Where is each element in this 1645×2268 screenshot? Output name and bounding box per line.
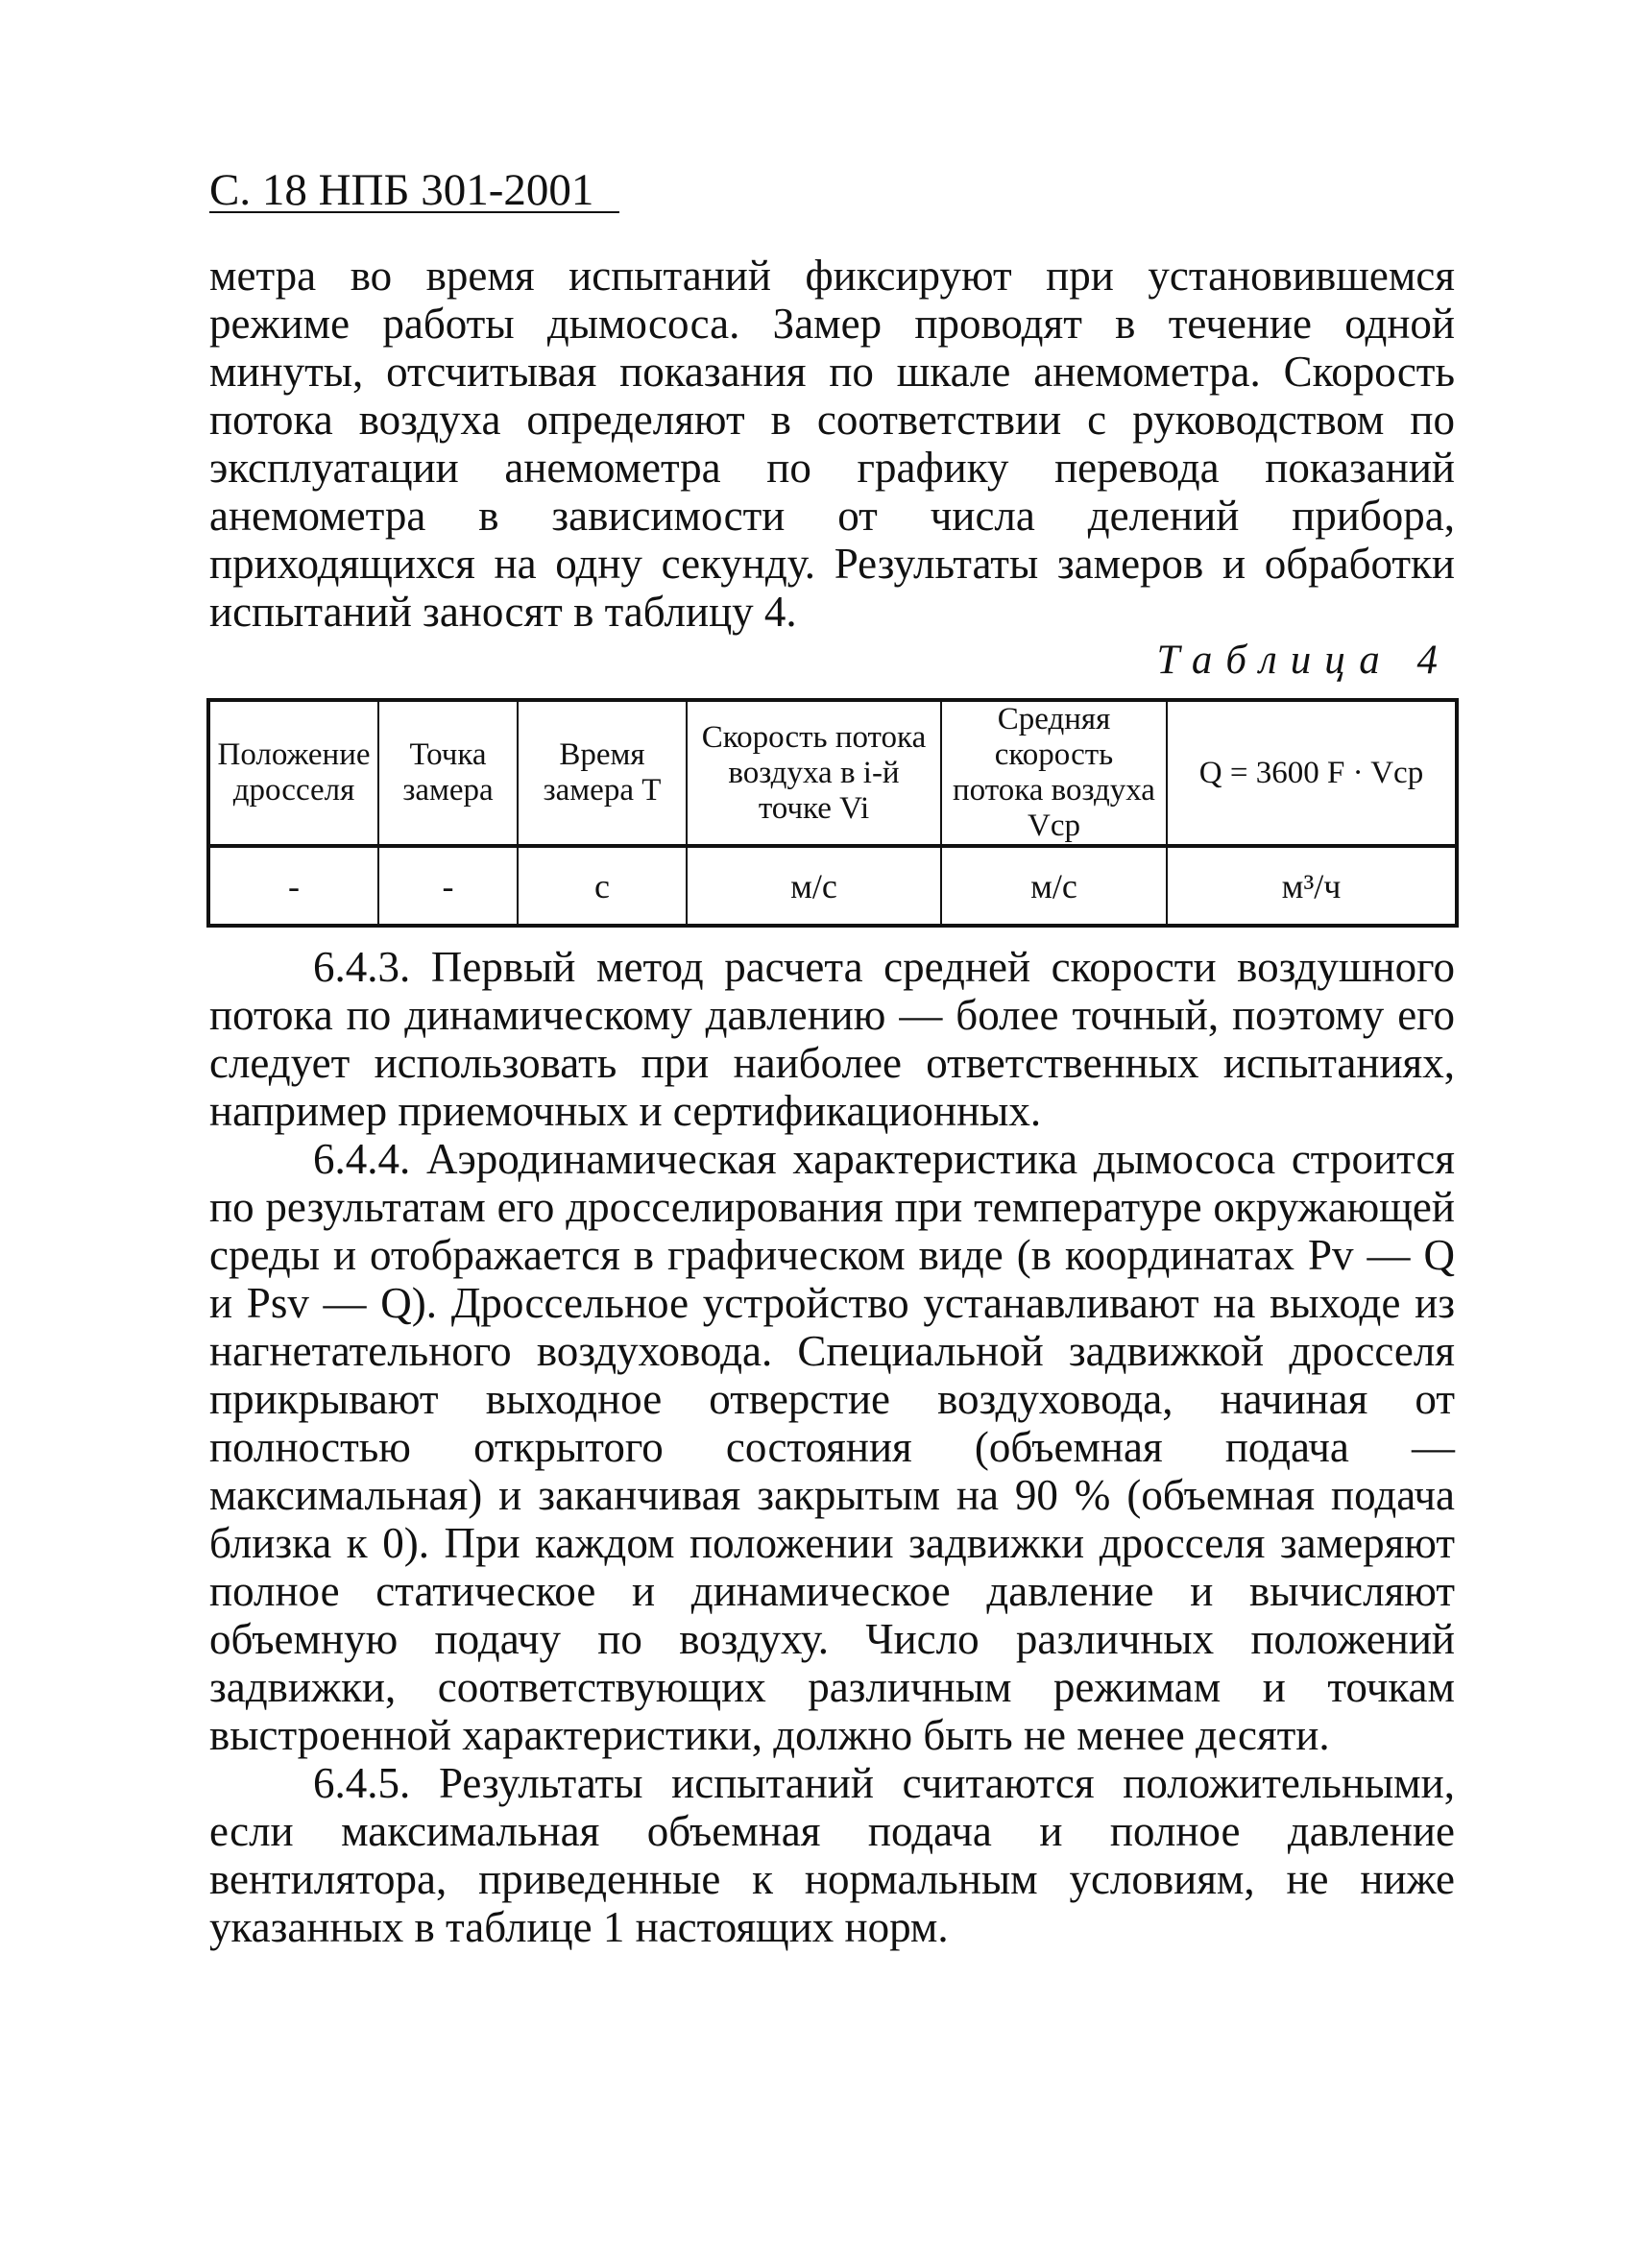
table-title: Таблица 4 <box>1156 638 1451 683</box>
header-point-velocity: Скорость потока воздуха в i-й точке Vi <box>687 700 941 846</box>
paragraph-6-4-5: 6.4.5. Результаты испытаний считаются положительными, если максимальная объемная подача и полное давление вентилятора, приведенные к нормальным условиям, не ниже указанных в таблице 1 настоящих норм. <box>209 1759 1455 1951</box>
main-text-block <box>209 943 1455 1951</box>
table-units-row <box>208 846 1457 926</box>
header-underline <box>209 211 619 213</box>
header-measurement-time: Время замера T <box>518 700 687 846</box>
header-average-velocity: Средняя скорость потока воздуха Vср <box>941 700 1167 846</box>
unit-cell: м³/ч <box>1167 846 1457 926</box>
page-header: С. 18 НПБ 301-2001 <box>209 165 594 215</box>
header-measurement-point: Точка замера <box>378 700 518 846</box>
unit-cell: с <box>518 846 687 926</box>
unit-cell: м/с <box>941 846 1167 926</box>
measurement-table <box>206 698 1459 928</box>
header-flow-formula: Q = 3600 F · Vср <box>1167 700 1457 846</box>
intro-block <box>209 252 1455 636</box>
paragraph-6-4-3: 6.4.3. Первый метод расчета средней скорости воздушного потока по динамическому давлению — более точный, поэтому его следует использовать при наиболее ответственных испытаниях, например приемочных и сертификационных. <box>209 943 1455 1135</box>
table-header-row <box>208 700 1457 846</box>
header-throttle-position: Положение дросселя <box>208 700 378 846</box>
unit-cell: - <box>208 846 378 926</box>
paragraph-6-4-4: 6.4.4. Аэродинамическая характеристика дымососа строится по результатам его дросселирования при температуре окружающей среды и отображается в графическом виде (в координатах Pv — Q и Psv — Q). Дроссельное устройство устанавливают на выходе из нагнетательного воздуховода. Специальной задвижкой дросселя прикрывают выходное отверстие воздуховода, начиная от полностью открытого состояния (объемная подача — максимальная) и заканчивая закрытым на 90 % (объемная подача близка к 0). При каждом положении задвижки дросселя замеряют полное статическое и динамическое давление и вычисляют объемную подачу по воздуху. Число различных положений задвижки, соответствующих различным режимам и точкам выстроенной характеристики, должно быть не менее десяти. <box>209 1135 1455 1759</box>
unit-cell: - <box>378 846 518 926</box>
unit-cell: м/с <box>687 846 941 926</box>
intro-paragraph: метра во время испытаний фиксируют при установившемся режиме работы дымососа. Замер проводят в течение одной минуты, отсчитывая показания по шкале анемометра. Скорость потока воздуха определяют в соответствии с руководством по эксплуатации анемометра по графику перевода показаний анемометра в зависимости от числа делений прибора, приходящихся на одну секунду. Результаты замеров и обработки испытаний заносят в таблицу 4. <box>209 252 1455 636</box>
